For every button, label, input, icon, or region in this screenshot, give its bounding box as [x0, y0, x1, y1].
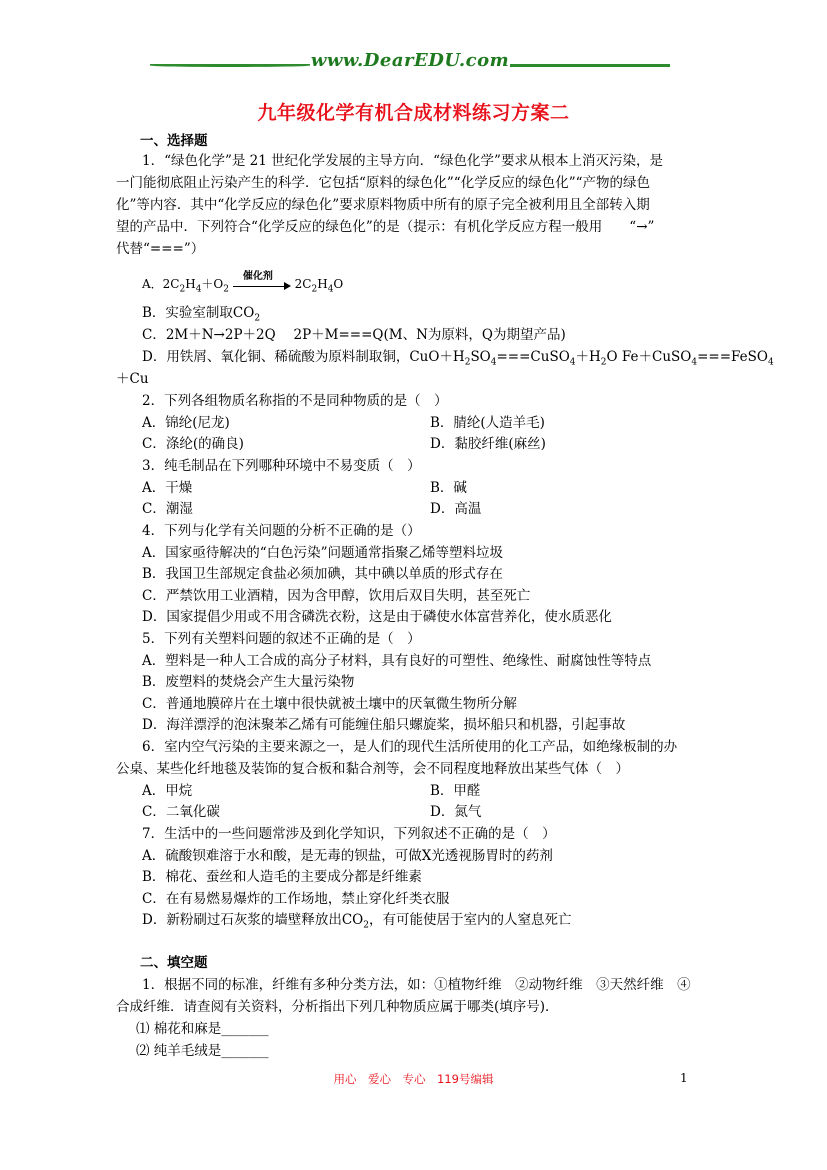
f1-subquestion: ⑴ 棉花和麻是_______: [136, 1021, 269, 1037]
q1-option-d: D．用铁屑、氧化铜、稀硫酸为原料制取铜，$CuO+H_2SO_4===CuSO_4+H_2O$ Fe＋CuSO$_4$===FeSO$_4$: [142, 349, 774, 368]
footer-text: 用心 爱心 专心 119号编辑: [333, 1072, 494, 1086]
q3-stem: 3．纯毛制品在下列哪种环境中不易变质（ ）: [142, 458, 421, 474]
q6-text-line: 公桌、某些化纤地毯及装饰的复合板和黏合剂等，会不同程度地释放出某些气体（ ）: [116, 761, 629, 777]
page-number: 1: [680, 1071, 688, 1085]
q4-option-d: D．国家提倡少用或不用含磷洗衣粉，这是由于磷使水体富营养化，使水质恶化: [142, 609, 612, 625]
q1-text-line: 1．“绿色化学”是 21 世纪化学发展的主导方向．“绿色化学”要求从根本上消灭污染，是: [142, 153, 663, 169]
q3-option-c: C．潮湿: [142, 501, 193, 517]
q4-stem: 4．下列与化学有关问题的分析不正确的是（）: [142, 523, 421, 539]
q1-text-line: 代替“===”）: [116, 241, 205, 257]
q1-option-a: A．$2C_2H_4+O_2$ 催化剂 $2C_2H_4O$: [142, 275, 343, 298]
catalyst-label: 催化剂: [242, 270, 273, 282]
q7-option-c: C．在有易燃易爆炸的工作场地，禁止穿化纤类衣服: [142, 891, 450, 907]
q2-option-b: B．腈纶(人造羊毛): [430, 415, 545, 431]
section-heading-fill: 二、填空题: [140, 955, 208, 971]
f1-text-line: 合成纤维．请查阅有关资料，分析指出下列几种物质应属于哪类(填序号)．: [116, 999, 559, 1015]
q1-option-d-cont: ＋Cu: [116, 371, 149, 387]
q5-option-b: B．废塑料的焚烧会产生大量污染物: [142, 674, 355, 690]
q3-option-b: B．碱: [430, 480, 467, 496]
q6-option-c: C．二氧化碳: [142, 804, 220, 820]
q1-option-b: B．实验室制取$CO_2$: [142, 305, 261, 324]
q3-option-d: D．高温: [430, 501, 482, 517]
q1-text-line: 化”等内容．其中“化学反应的绿色化”要求原料物质中所有的原子完全被利用且全部转入期: [116, 197, 650, 213]
q7-stem: 7．生活中的一些问题常涉及到化学知识，下列叙述不正确的是（ ）: [142, 826, 556, 842]
q5-option-c: C．普通地膜碎片在土壤中很快就被土壤中的厌氧微生物所分解: [142, 696, 517, 712]
q6-text-line: 6．室内空气污染的主要来源之一，是人们的现代生活所使用的化工产品，如绝缘板制的办: [142, 739, 678, 755]
section-heading-choice: 一、选择题: [140, 133, 208, 149]
f1-subquestion: ⑵ 纯羊毛绒是_______: [136, 1043, 269, 1059]
q6-option-d: D．氮气: [430, 804, 482, 820]
q2-option-c: C．涤纶(的确良): [142, 436, 244, 452]
page-title: 九年级化学有机合成材料练习方案二: [257, 102, 570, 124]
q7-option-b: B．棉花、蚕丝和人造毛的主要成分都是纤维素: [142, 869, 422, 885]
q2-stem: 2．下列各组物质名称指的不是同种物质的是（ ）: [142, 393, 448, 409]
q7-option-a: A．硫酸钡难溶于水和酸，是无毒的钡盐，可做X光透视肠胃时的药剂: [142, 848, 553, 864]
logo-text: www.DearEDU.com: [310, 50, 510, 71]
q1-text-line: 望的产品中．下列符合“化学反应的绿色化”的是（提示：有机化学反应方程一般用 “→”: [116, 219, 655, 235]
q5-stem: 5．下列有关塑料问题的叙述不正确的是（ ）: [142, 631, 421, 647]
q1-option-c: C．2M＋N→2P＋2Q 2P＋M===Q(M、N为原料，Q为期望产品): [142, 327, 566, 343]
logo-swoosh-right: [510, 64, 670, 67]
f1-text-line: 1．根据不同的标准，纤维有多种分类方法，如：①植物纤维 ②动物纤维 ③天然纤维 ④: [142, 977, 691, 993]
q7-option-d: D．新粉刷过石灰浆的墙壁释放出$CO_2$，有可能使居于室内的人窒息死亡: [142, 912, 572, 931]
q2-option-d: D．黏胶纤维(麻丝): [430, 436, 546, 452]
q5-option-d: D．海洋漂浮的泡沫聚苯乙烯有可能缠住船只螺旋桨，损坏船只和机器，引起事故: [142, 717, 626, 733]
q6-option-b: B．甲醛: [430, 783, 481, 799]
q4-option-a: A．国家亟待解决的“白色污染”问题通常指聚乙烯等塑料垃圾: [142, 545, 504, 561]
q4-option-b: B．我国卫生部规定食盐必须加碘，其中碘以单质的形式存在: [142, 566, 503, 582]
q3-option-a: A．干燥: [142, 480, 193, 496]
catalyst-arrow-icon: [233, 270, 291, 294]
q5-option-a: A．塑料是一种人工合成的高分子材料，具有良好的可塑性、绝缘性、耐腐蚀性等特点: [142, 653, 652, 669]
q1-text-line: 一门能彻底阻止污染产生的科学．它包括“原料的绿色化”“化学反应的绿色化”“产物的绿色: [116, 175, 651, 191]
q4-option-c: C．严禁饮用工业酒精，因为含甲醇，饮用后双目失明，甚至死亡: [142, 588, 531, 604]
q2-option-a: A．锦纶(尼龙): [142, 415, 230, 431]
header-logo: [140, 50, 680, 76]
q6-option-a: A．甲烷: [142, 783, 193, 799]
